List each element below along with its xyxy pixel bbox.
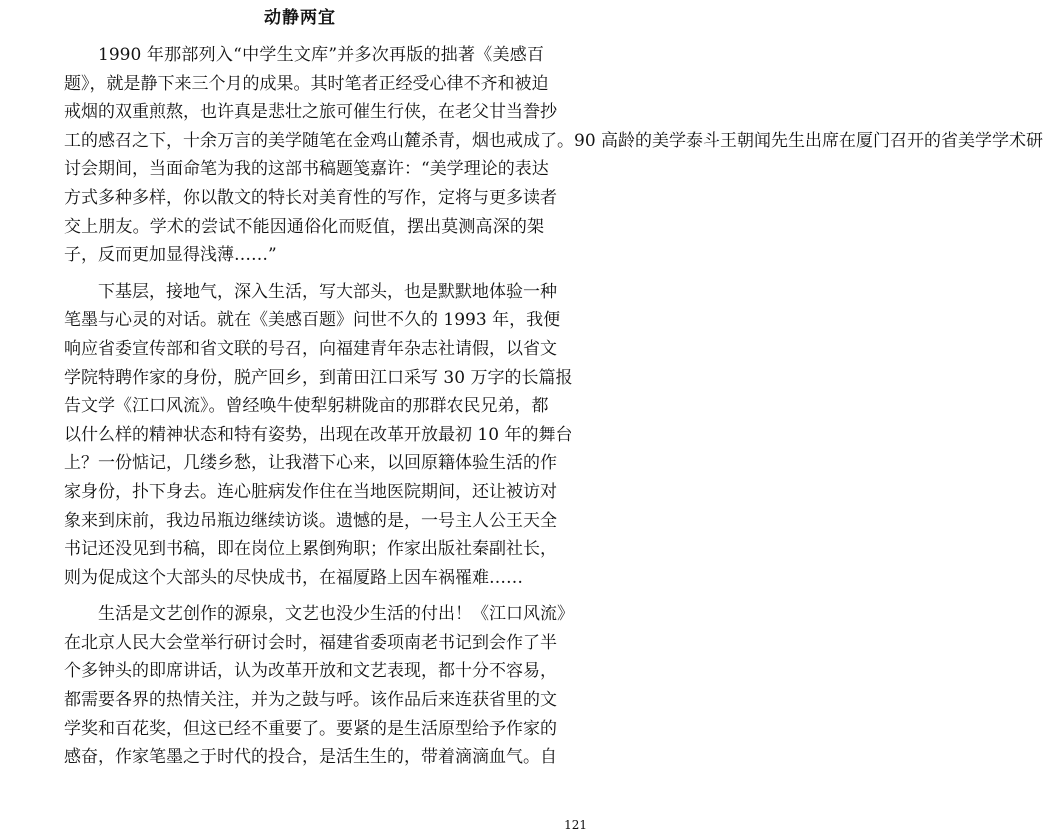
paragraph-1-line-4: 工的感召之下，十余万言的美学随笔在金鸡山麓杀青，烟也戒成了。90 高龄的美学泰斗王朝闻先生出席在厦门召开的省美学学术研 bbox=[64, 130, 1043, 151]
paragraph-2-line-11: 则为促成这个大部头的尽快成书，在福厦路上因车祸罹难…… bbox=[64, 567, 523, 588]
paragraph-2-line-9: 象来到床前，我边吊瓶边继续访谈。遗憾的是，一号主人公王天全 bbox=[64, 510, 557, 531]
paragraph-2-line-8: 家身份，扑下身去。连心脏病发作住在当地医院期间，还让被访对 bbox=[64, 481, 557, 502]
paragraph-2-line-5: 告文学《江口风流》。曾经唤牛使犁躬耕陇亩的那群农民兄弟，都 bbox=[64, 396, 549, 417]
paragraph-1-line-7: 交上朋友。学术的尝试不能因通俗化而贬值，摆出莫测高深的架 bbox=[64, 216, 544, 237]
paragraph-2-line-4: 学院特聘作家的身份，脱产回乡，到莆田江口采写 30 万字的长篇报 bbox=[64, 367, 573, 388]
paragraph-3-line-3: 个多钟头的即席讲话，认为改革开放和文艺表现，都十分不容易， bbox=[64, 661, 557, 682]
paragraph-3-line-1: 生活是文艺创作的源泉，文艺也没少生活的付出！《江口风流》 bbox=[98, 604, 574, 625]
paragraph-3-line-2: 在北京人民大会堂举行研讨会时，福建省委项南老书记到会作了半 bbox=[64, 632, 557, 653]
paragraph-1-line-3: 戒烟的双重煎熬，也许真是悲壮之旅可催生行侠，在老父甘当誊抄 bbox=[64, 102, 557, 123]
paragraph-2-line-3: 响应省委宣传部和省文联的号召，向福建青年杂志社请假，以省文 bbox=[64, 338, 557, 359]
paragraph-1-line-2: 题》，就是静下来三个月的成果。其时笔者正经受心律不齐和被迫 bbox=[64, 73, 549, 94]
paragraph-3-line-4: 都需要各界的热情关注，并为之鼓与呼。该作品后来连获省里的文 bbox=[64, 690, 557, 711]
page-number: 121 bbox=[564, 818, 587, 832]
paragraph-1-line-5: 讨会期间，当面命笔为我的这部书稿题笺嘉许：“美学理论的表达 bbox=[64, 159, 549, 180]
paragraph-3-line-6: 感奋，作家笔墨之于时代的投合，是活生生的，带着滴滴血气。自 bbox=[64, 747, 557, 768]
paragraph-2-line-6: 以什么样的精神状态和特有姿势，出现在改革开放最初 10 年的舞台 bbox=[64, 424, 573, 445]
paragraph-2-line-10: 书记还没见到书稿，即在岗位上累倒殉职；作家出版社秦副社长， bbox=[64, 539, 557, 560]
paragraph-1-line-8: 子，反而更加显得浅薄……” bbox=[64, 245, 277, 266]
page-title: 动静两宜 bbox=[264, 8, 336, 28]
paragraph-gap bbox=[64, 270, 544, 278]
paragraph-1-line-6: 方式多种多样，你以散文的特长对美育性的写作，定将与更多读者 bbox=[64, 187, 557, 208]
paragraph-2-line-7: 上？一份惦记，几缕乡愁，让我潜下心来，以回原籍体验生活的作 bbox=[64, 453, 557, 474]
document-body bbox=[64, 41, 1043, 772]
paragraph-gap bbox=[64, 592, 544, 600]
paragraph-1-line-1: 1990 年那部列入“中学生文库”并多次再版的拙著《美感百 bbox=[98, 45, 544, 65]
paragraph-3-line-5: 学奖和百花奖，但这已经不重要了。要紧的是生活原型给予作家的 bbox=[64, 718, 557, 739]
paragraph-2-line-2: 笔墨与心灵的对话。就在《美感百题》问世不久的 1993 年，我便 bbox=[64, 310, 561, 331]
paragraph-2-line-1: 下基层，接地气，深入生活，写大部头，也是默默地体验一种 bbox=[98, 281, 557, 302]
